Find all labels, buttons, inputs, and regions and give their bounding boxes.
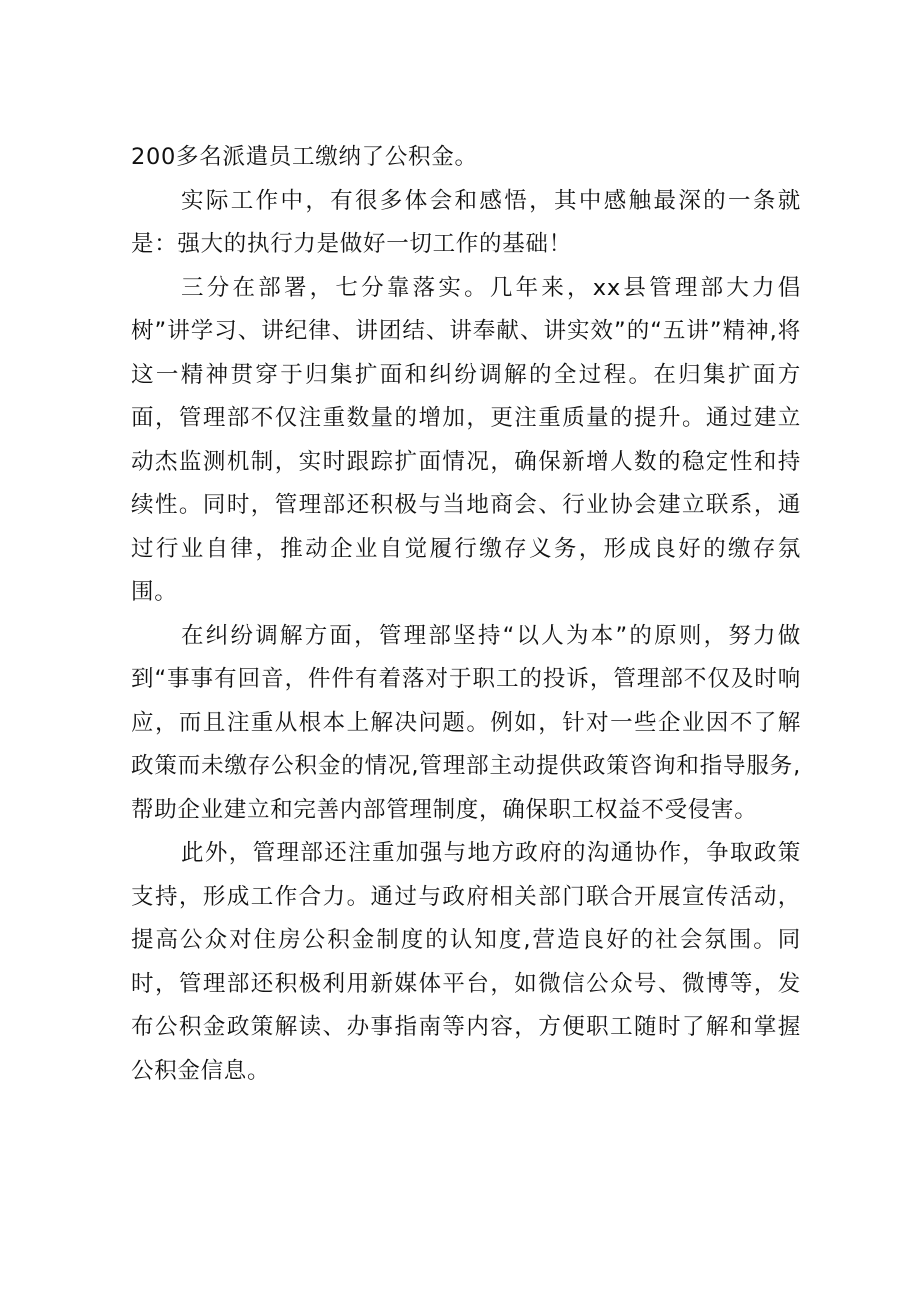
paragraph-insight: 实际工作中，有很多体会和感悟，其中感触最深的一条就是：强大的执行力是做好一切工作的基础！ — [131, 187, 801, 257]
document-body — [131, 136, 801, 1093]
paragraph-dispute-mediation: 在纠纷调解方面，管理部坚持“以人为本”的原则，努力做到“事事有回音，件件有着落对于职工的投诉，管理部不仅及时响应，而且注重从根本上解决问题。例如，针对一些企业因不了解政策而未缴存公积金的情况,管理部主动提供政策咨询和指导服务,帮助企业建立和完善内部管理制度，确保职工权益不受侵害。 — [131, 622, 801, 823]
paragraph-cooperation: 此外，管理部还注重加强与地方政府的沟通协作，争取政策支持，形成工作合力。通过与政府相关部门联合开展宣传活动，提高公众对住房公积金制度的认知度,营造良好的社会氛围。同时，管理部还积极利用新媒体平台，如微信公众号、微博等，发布公积金政策解读、办事指南等内容，方便职工随时了解和掌握公积金信息。 — [131, 840, 801, 1084]
paragraph-implementation: 三分在部署，七分靠落实。几年来，xx县管理部大力倡树”讲学习、讲纪律、讲团结、讲奉献、讲实效”的“五讲”精神,将这一精神贯穿于归集扩面和纠纷调解的全过程。在归集扩面方面，管理部不仅注重数量的增加，更注重质量的提升。通过建立动杰监测机制，实时跟踪扩面情况，确保新增人数的稳定性和持续性。同时，管理部还积极与当地商会、行业协会建立联系，通过行业自律，推动企业自觉履行缴存义务，形成良好的缴存氛围。 — [131, 274, 801, 605]
paragraph-continuation: 200多名派遣员工缴纳了公积金。 — [131, 144, 478, 170]
